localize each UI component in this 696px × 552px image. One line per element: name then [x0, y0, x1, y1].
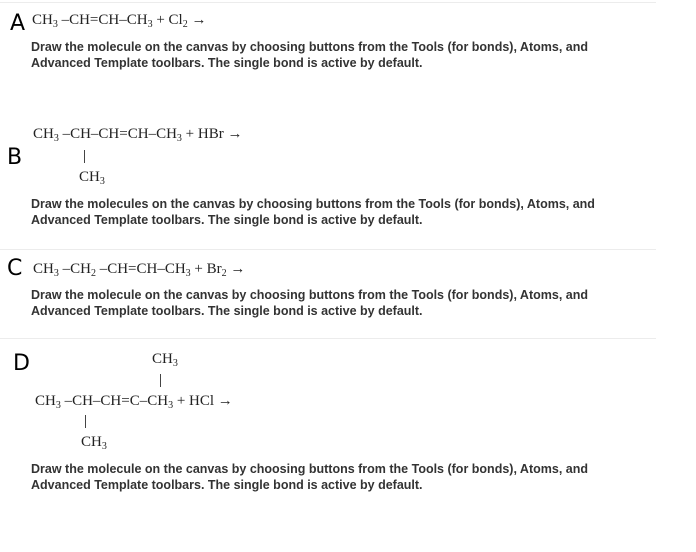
divider-b-c [0, 249, 656, 250]
instruction-text: Draw the molecules on the canvas by choosing buttons from the Tools (for bonds), Atoms, and Advanced Template toolbars. The single bond is active by default. [31, 197, 595, 227]
question-label: D [13, 351, 30, 376]
divider-c-d [0, 338, 656, 339]
instruction-text: Draw the molecule on the canvas by choosing buttons from the Tools (for bonds), Atoms, and Advanced Template toolbars. The single bond is active by default. [31, 462, 588, 492]
branch-bond-bottom [85, 415, 86, 428]
reaction-equation: $CH_3$ $-CH-CH=C-CH_3$ + HCl → [35, 393, 233, 411]
reaction-equation: $CH_3$ $-CH_2$ $-CH=CH-CH_3 + Br_2$ → [33, 261, 246, 279]
question-label: A [10, 11, 26, 36]
instruction-text: Draw the molecule on the canvas by choosing buttons from the Tools (for bonds), Atoms, and Advanced Template toolbars. The single bond is active by default. [31, 40, 588, 70]
reaction-equation: $CH_3$ $-CH-CH=CH-CH_3$ + HBr → [33, 126, 243, 144]
branch-group-top: $CH_3$ [152, 351, 178, 369]
branch-group: $CH_3$ [79, 169, 105, 187]
divider-top [0, 2, 656, 3]
instruction-text: Draw the molecule on the canvas by choosing buttons from the Tools (for bonds), Atoms, and Advanced Template toolbars. The single bond is active by default. [31, 288, 588, 318]
branch-bond-top [160, 374, 161, 387]
branch-group-bottom: $CH_3$ [81, 434, 107, 452]
branch-bond [84, 150, 85, 163]
question-label: C [7, 256, 23, 281]
question-label: B [7, 145, 23, 170]
reaction-equation: $CH_3$ $-CH=CH-CH_3 + Cl_2$ → [32, 12, 207, 30]
